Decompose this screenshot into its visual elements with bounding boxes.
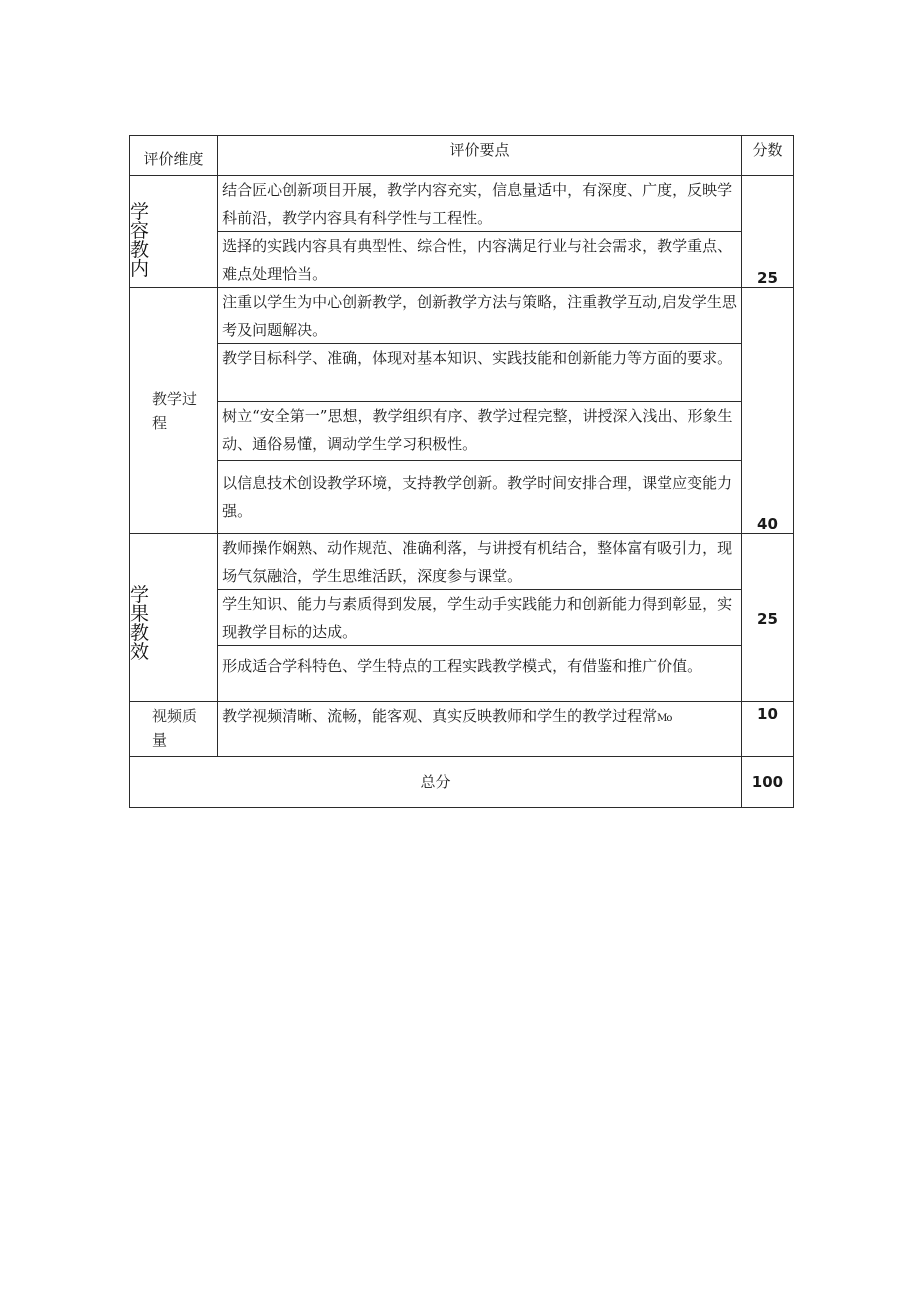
header-points: 评价要点 [218,136,742,176]
list-item: 选择的实践内容具有典型性、综合性，内容满足行业与社会需求，教学重点、难点处理恰当。 [222,237,733,283]
table-row-teaching-process [130,288,794,534]
dimension-label: 教学过程 [152,390,198,432]
list-item: 注重以学生为中心创新教学，创新教学方法与策略，注重教学互动,启发学生思考及问题解决。 [218,288,741,344]
total-label: 总分 [130,757,742,808]
dimension-teaching-process [130,288,218,534]
points-teaching-content [218,176,742,288]
list-item: 学生知识、能力与素质得到发展，学生动手实践能力和创新能力得到彰显，实现教学目标的达成。 [218,590,741,646]
table-row-teaching-effect [130,534,794,702]
table-row-video-quality [130,702,794,757]
dimension-vertical-text: 学 果 教 效 [130,584,150,663]
header-score: 分数 [741,136,793,176]
table-header-row [130,136,794,176]
table-row-teaching-content [130,176,794,288]
score-value: 40 [757,515,778,533]
list-item: 教学目标科学、准确，体现对基本知识、实践技能和创新能力等方面的要求。 [218,344,741,402]
score-cell-teaching-process [741,288,793,534]
video-quality-point: 教学视频清晰、流畅，能客观、真实反映教师和学生的教学过程常 [222,707,658,725]
dimension-teaching-effect [130,534,218,702]
points-teaching-process [218,288,742,534]
score-value: 25 [757,269,778,287]
score-value: 10 [757,705,778,723]
list-item: 以信息技术创设教学环境，支持教学创新。教学时间安排合理，课堂应变能力强。 [222,474,733,520]
score-value: 25 [757,610,778,628]
dimension-vertical-text: 学 容 教 内 [130,201,150,280]
table-row-total [130,757,794,808]
list-item: 结合匠心创新项目开展，教学内容充实，信息量适中，有深度、广度，反映学科前沿，教学内容具有科学性与工程性。 [218,176,741,232]
score-cell-teaching-content [741,176,793,288]
score-cell-teaching-effect [741,534,793,702]
list-item: 树立“安全第一”思想，教学组织有序、教学过程完整，讲授深入浅出、形象生动、通俗易懂，调动学生学习积极性。 [218,402,741,461]
list-item [218,702,741,756]
evaluation-table [129,135,794,808]
list-item: 形成适合学科特色、学生特点的工程实践教学模式，有借鉴和推广价值。 [222,657,703,675]
dimension-teaching-content [130,176,218,288]
dimension-video-quality [130,702,218,757]
total-score: 100 [741,757,793,808]
score-cell-video-quality [741,702,793,757]
list-item: 教师操作娴熟、动作规范、准确利落，与讲授有机结合，整体富有吸引力，现场气氛融洽，学生思维活跃，深度参与课堂。 [218,534,741,590]
header-dimension: 评价维度 [130,136,218,176]
points-video-quality [218,702,742,757]
video-quality-point-tail: Mo [657,713,672,724]
points-teaching-effect [218,534,742,702]
dimension-label: 视频质量 [152,707,198,749]
